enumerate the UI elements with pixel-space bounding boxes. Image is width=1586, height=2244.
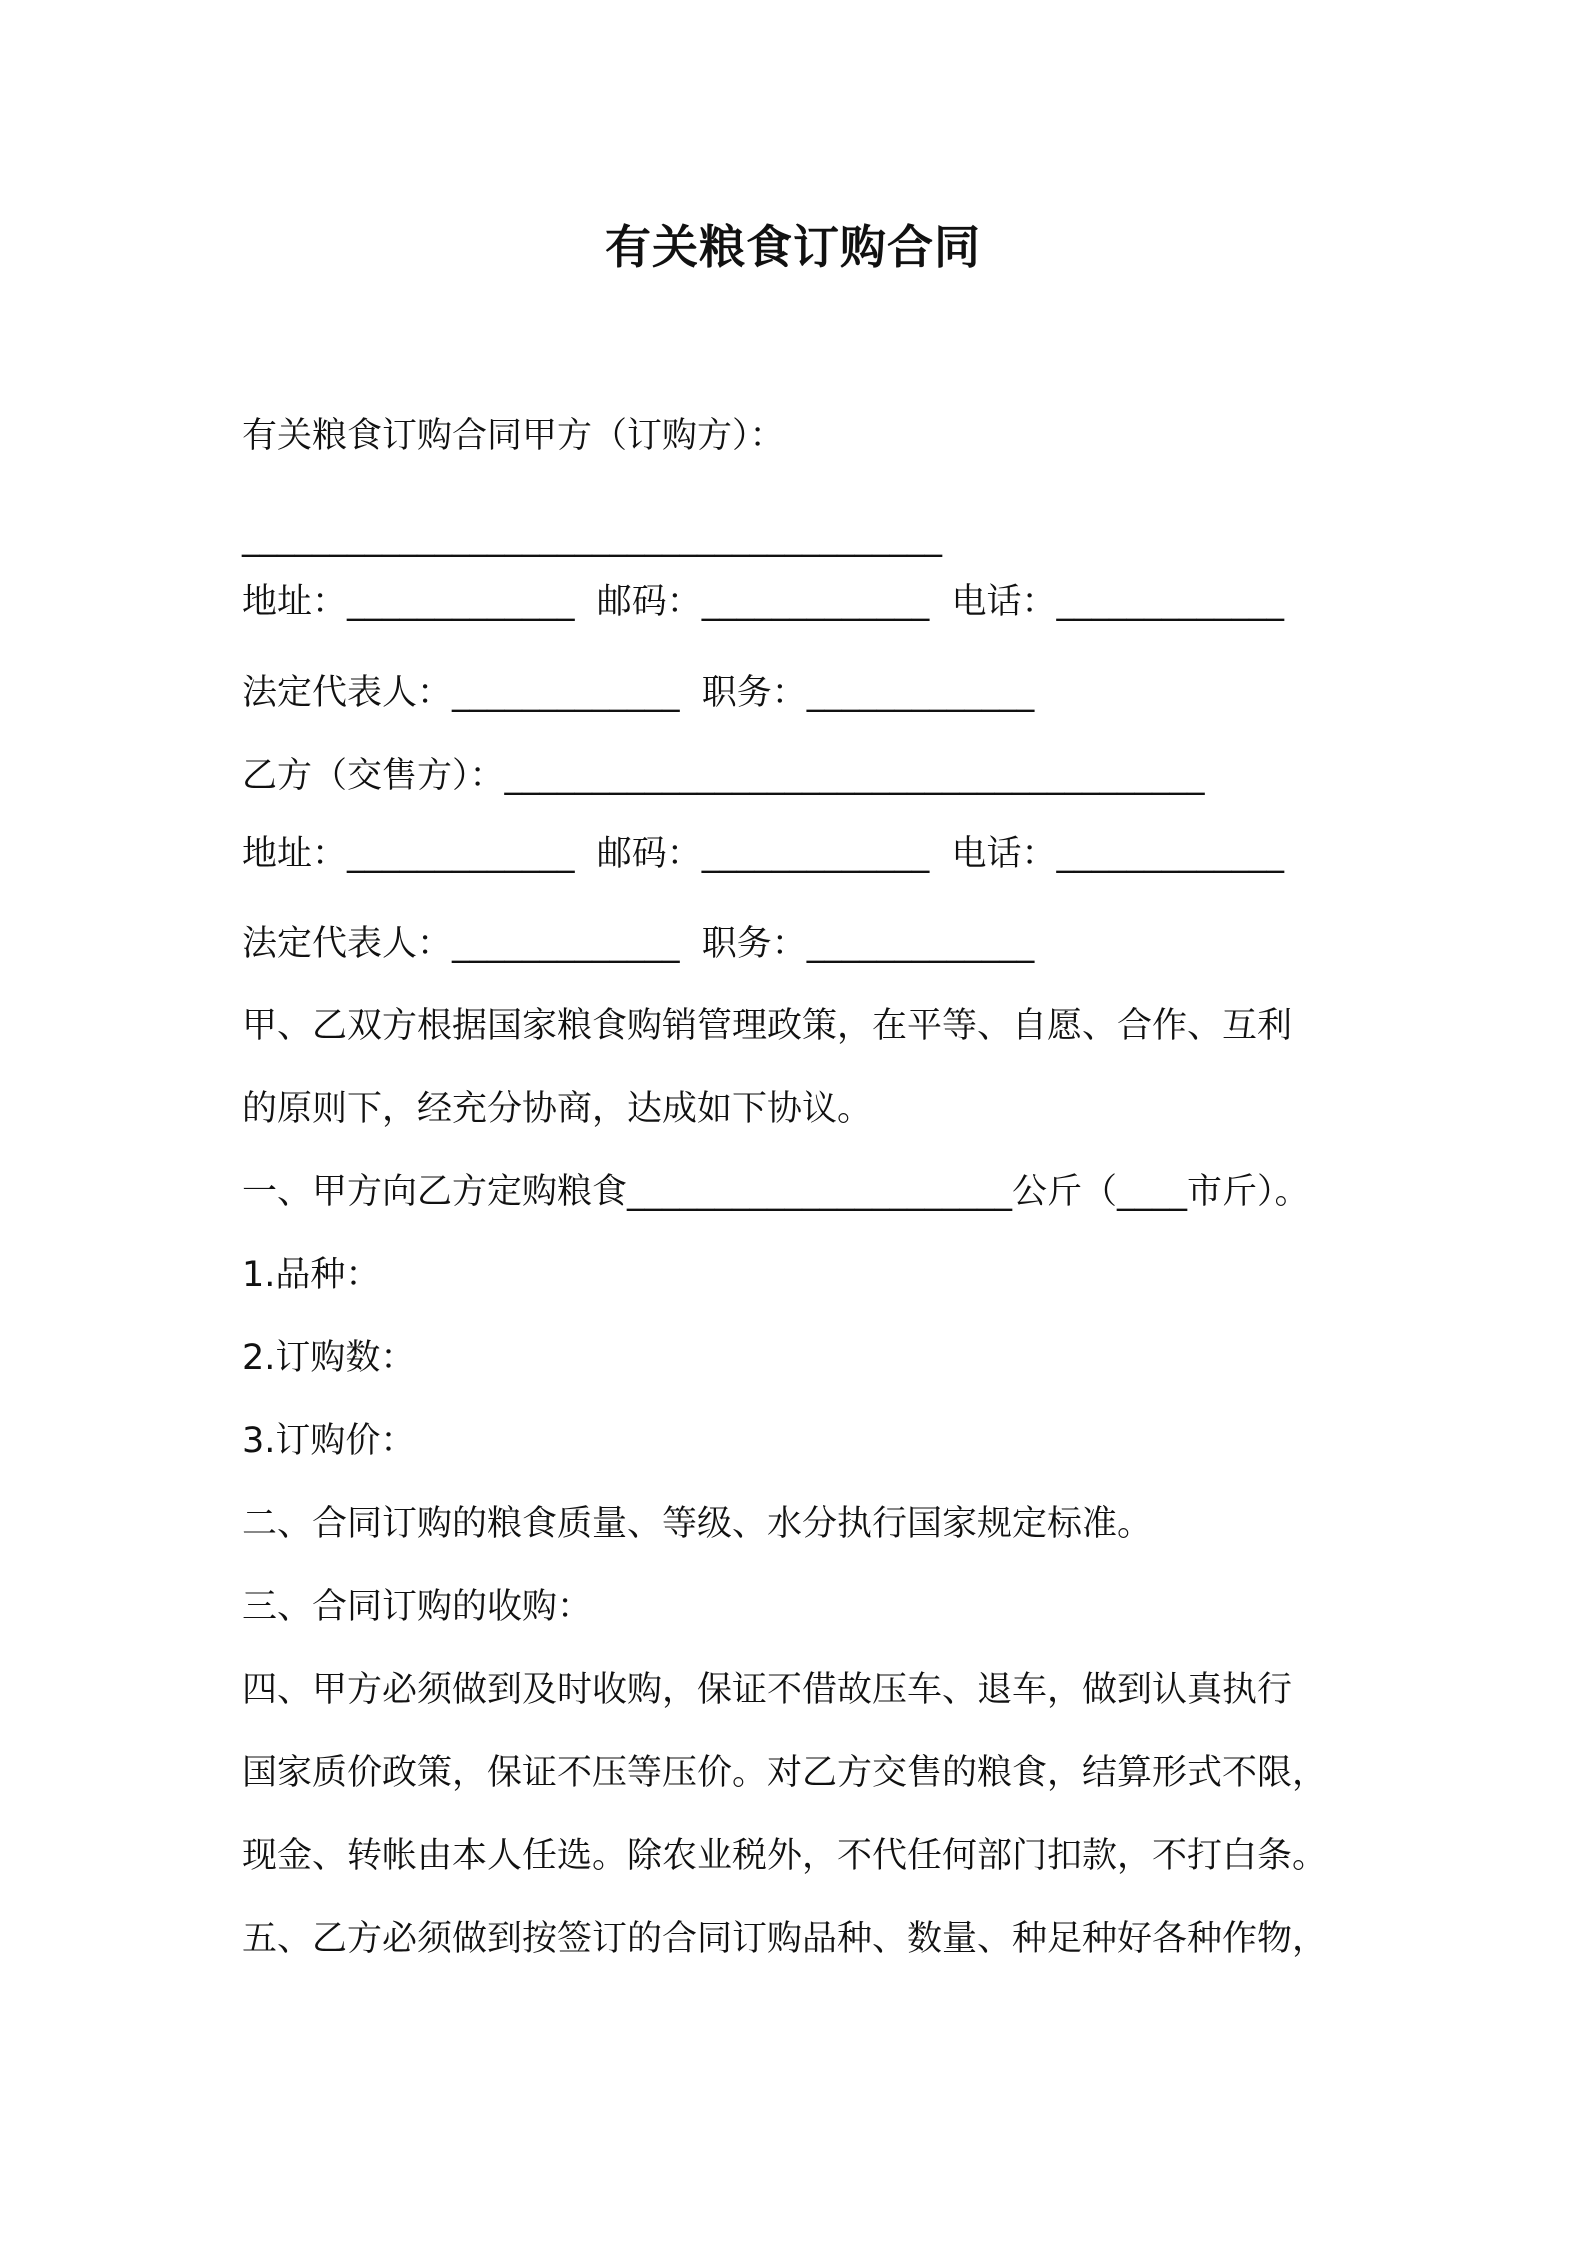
clause-5-line-1: 五、乙方必须做到按签订的合同订购品种、数量、种足种好各种作物， bbox=[242, 1919, 1328, 1959]
clause-4-line-1: 四、甲方必须做到及时收购，保证不借故压车、退车，做到认真执行 bbox=[242, 1670, 1293, 1710]
party-a-contact-line: 地址：_____________ 邮码：_____________ 电话：_____________ bbox=[242, 582, 1285, 622]
party-a-representative-line: 法定代表人：_____________ 职务：_____________ bbox=[242, 673, 1035, 713]
preamble-line-2: 的原则下，经充分协商，达成如下协议。 bbox=[242, 1089, 873, 1129]
party-b-label: 乙方（交售方）：________________________________________ bbox=[242, 756, 1205, 796]
preamble-line-1: 甲、乙双方根据国家粮食购销管理政策，在平等、自愿、合作、互利 bbox=[242, 1006, 1293, 1046]
clause-1-item-price: 3.订购价： bbox=[242, 1421, 416, 1461]
clause-4-line-2: 国家质价政策，保证不压等压价。对乙方交售的粮食，结算形式不限， bbox=[242, 1753, 1328, 1793]
party-a-name-blank: ________________________________________ bbox=[242, 518, 942, 558]
clause-3: 三、合同订购的收购： bbox=[242, 1587, 593, 1627]
clause-1: 一、甲方向乙方定购粮食______________________公斤（____市斤）。 bbox=[242, 1172, 1310, 1212]
clause-2: 二、合同订购的粮食质量、等级、水分执行国家规定标准。 bbox=[242, 1504, 1153, 1544]
party-b-contact-line: 地址：_____________ 邮码：_____________ 电话：_____________ bbox=[242, 834, 1285, 874]
clause-4-line-3: 现金、转帐由本人任选。除农业税外，不代任何部门扣款，不打白条。 bbox=[242, 1836, 1328, 1876]
clause-1-item-variety: 1.品种： bbox=[242, 1255, 381, 1295]
clause-1-item-quantity: 2.订购数： bbox=[242, 1338, 416, 1378]
document-title: 有关粮食订购合同 bbox=[605, 220, 981, 274]
party-a-label: 有关粮食订购合同甲方（订购方）： bbox=[242, 416, 785, 456]
party-b-representative-line: 法定代表人：_____________ 职务：_____________ bbox=[242, 924, 1035, 964]
